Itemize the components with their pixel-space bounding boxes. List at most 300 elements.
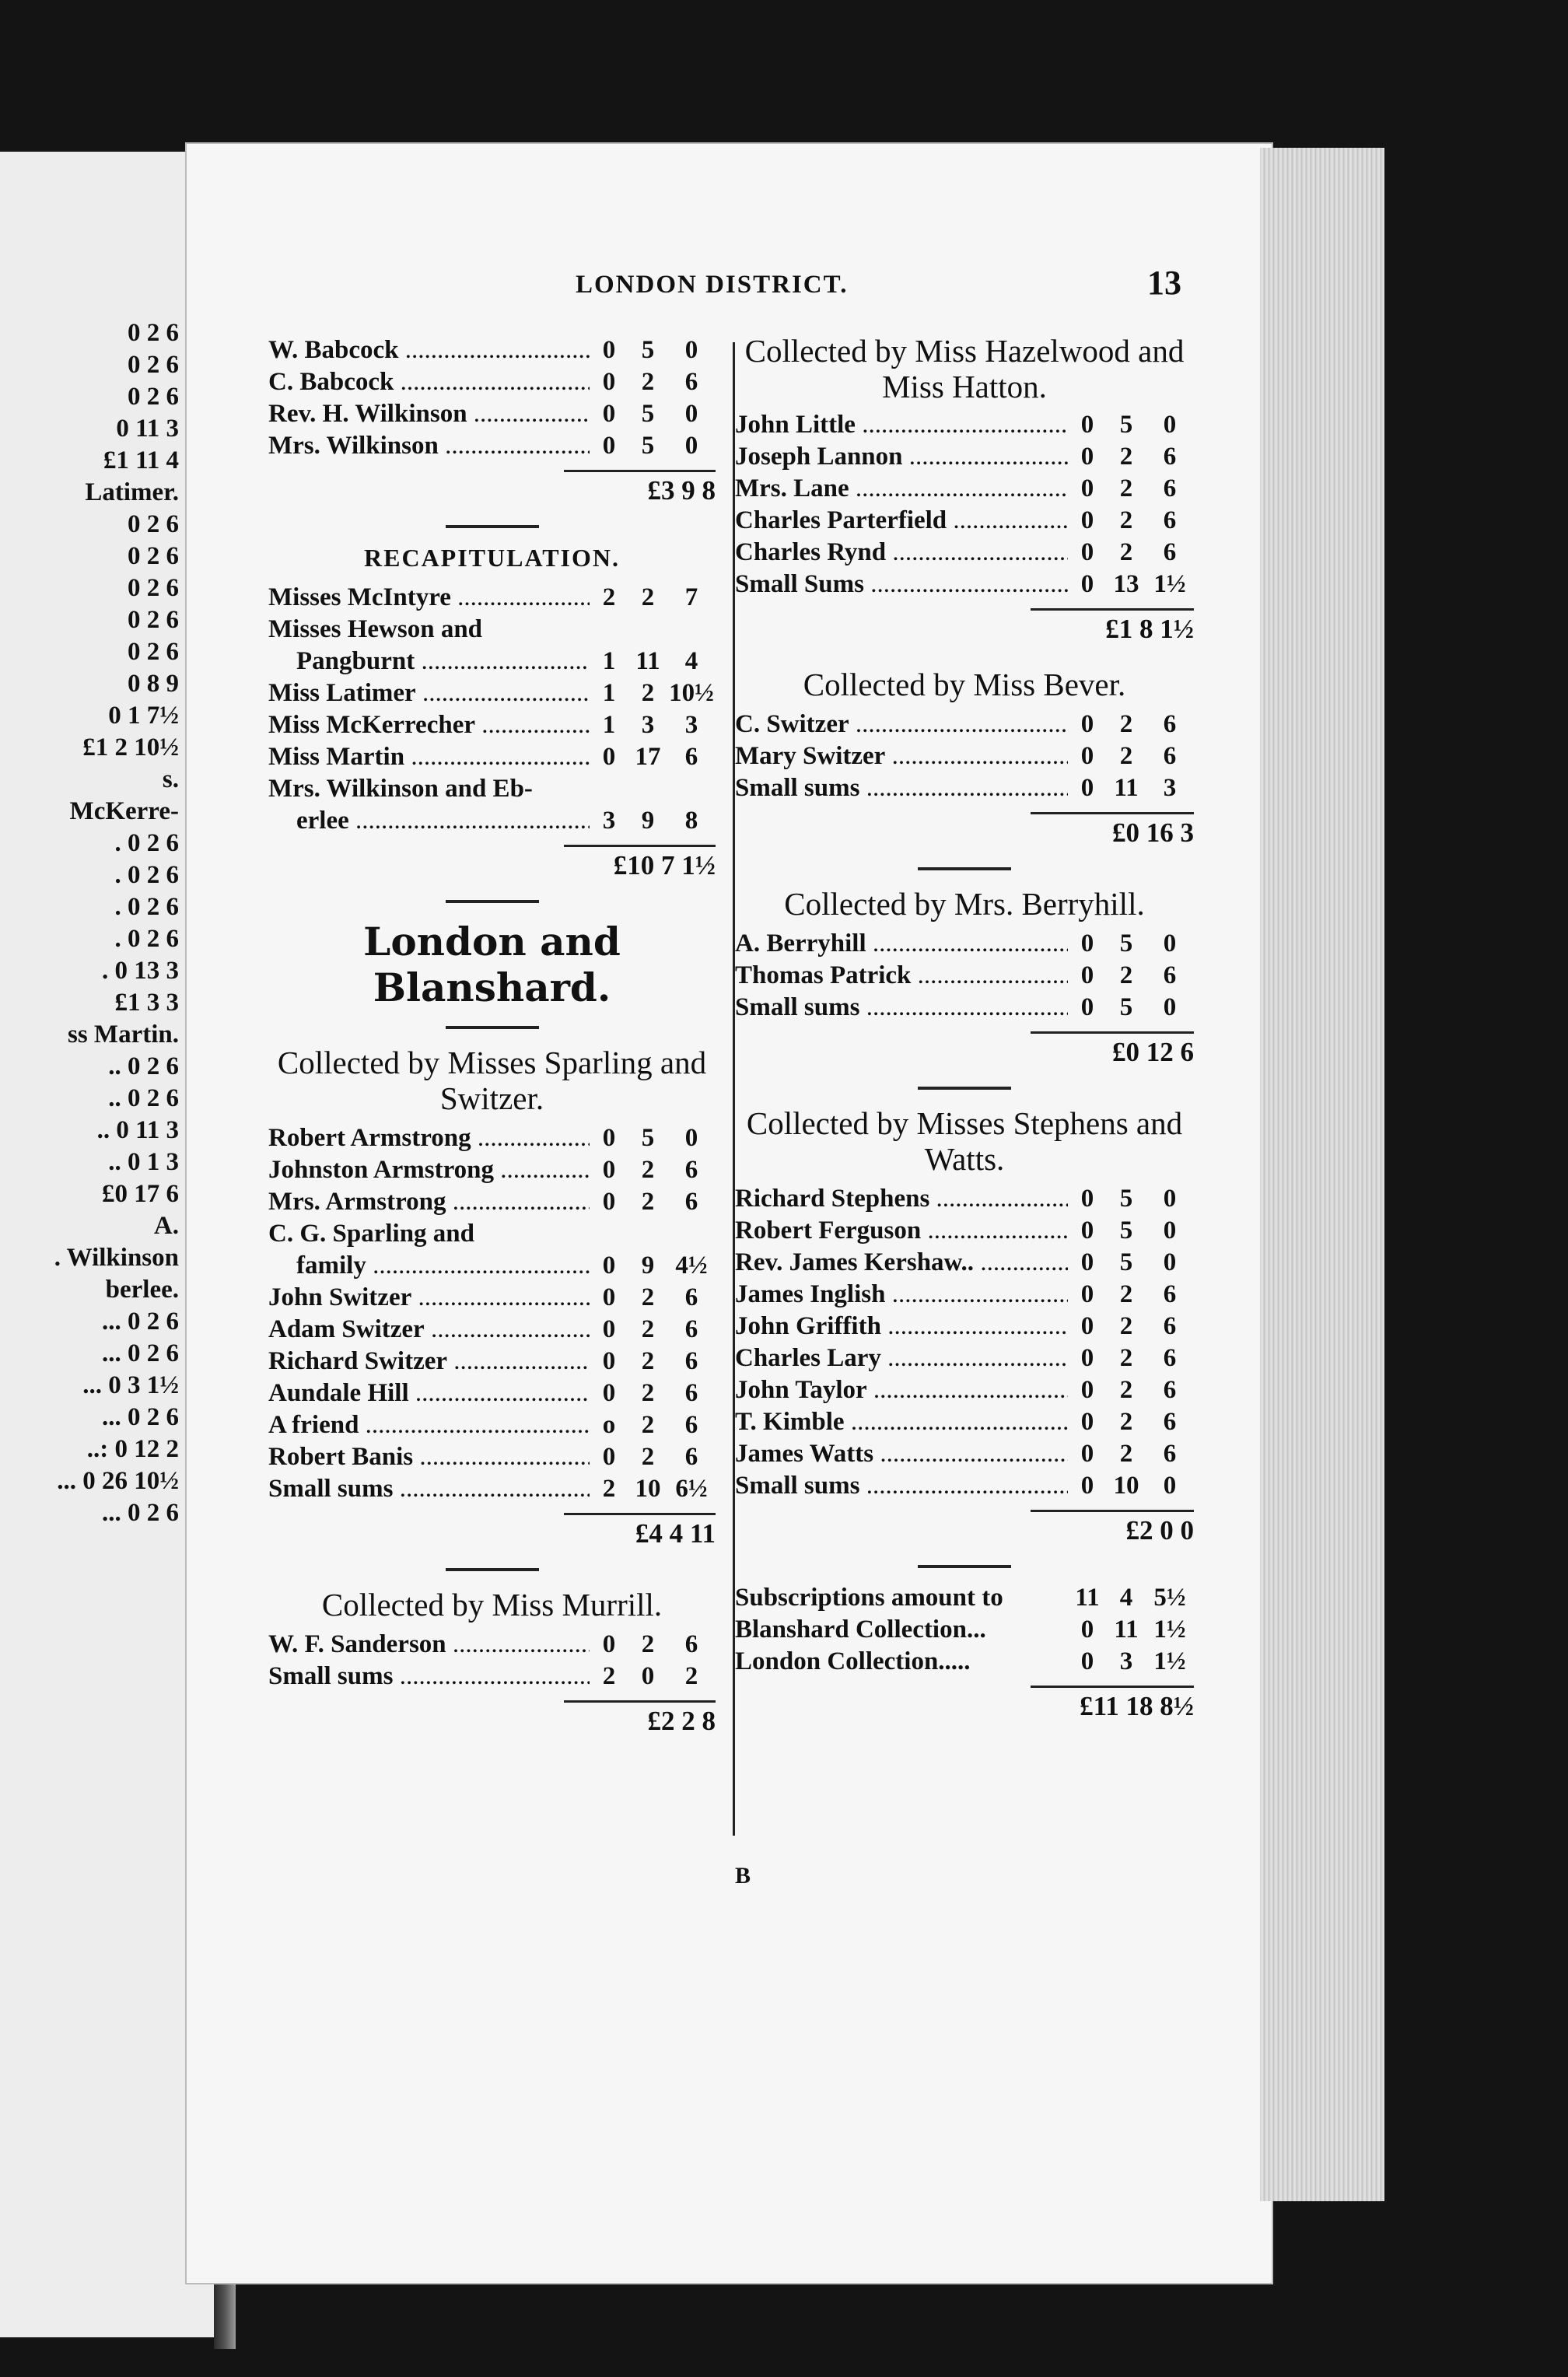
entry-name: Charles Parterfield .....	[735, 506, 1068, 535]
pence-value: 5½	[1153, 1584, 1186, 1612]
facing-page-line: 0 2 6	[128, 638, 179, 666]
facing-page-line: . 0 2 6	[114, 829, 179, 857]
shillings-value: 2	[1119, 1408, 1133, 1436]
entry-name: Mrs. Lane .....	[735, 474, 1068, 503]
pounds-value: 0	[1080, 1616, 1094, 1644]
pounds-value: 0	[1080, 506, 1094, 534]
list-item	[268, 679, 716, 711]
hazelwood-title: Collected by Miss Hazelwood and Miss Hatton.	[744, 333, 1185, 404]
list-item	[268, 775, 716, 807]
shillings-value: 2	[641, 1443, 655, 1471]
list-item	[735, 1616, 1194, 1647]
facing-page-line: £1 2 10½	[82, 733, 179, 761]
murrill-list	[268, 1630, 716, 1694]
shillings-value: 5	[1119, 1185, 1133, 1213]
pence-value: 3	[684, 711, 698, 739]
shillings-value: 2	[641, 1347, 655, 1375]
list-item	[735, 710, 1194, 742]
column-right	[735, 333, 1194, 1725]
shillings-value: 5	[1119, 1217, 1133, 1245]
pounds-value: 0	[602, 743, 616, 771]
entry-name: Joseph Lannon .....	[735, 443, 1068, 471]
list-item	[268, 1124, 716, 1156]
pounds-value: 0	[1080, 1472, 1094, 1500]
list-item	[735, 1280, 1194, 1312]
entry-name: Robert Banis .....	[268, 1443, 590, 1472]
pounds-value: 0	[1080, 538, 1094, 566]
shillings-value: 2	[1119, 474, 1133, 502]
pence-value: 6	[1163, 710, 1177, 738]
list-item	[735, 929, 1194, 961]
entry-name: A. Berryhill .....	[735, 929, 1068, 958]
facing-page-line: 0 2 6	[128, 574, 179, 602]
pence-value: 6	[684, 1630, 698, 1658]
pence-value: 6	[1163, 506, 1177, 534]
pounds-value: 0	[1080, 1185, 1094, 1213]
facing-page-line: ... 0 2 6	[102, 1499, 179, 1527]
entry-name: erlee .....	[268, 807, 590, 835]
shillings-value: 2	[641, 679, 655, 707]
list-item	[735, 538, 1194, 570]
list-item	[735, 411, 1194, 443]
shillings-value: 4	[1119, 1584, 1133, 1612]
shillings-value: 2	[641, 368, 655, 396]
page-edges	[1260, 148, 1384, 2201]
pounds-value: 0	[602, 1283, 616, 1311]
facing-page-line: ... 0 26 10½	[57, 1467, 179, 1495]
pence-value: 6	[1163, 1376, 1177, 1404]
pounds-value: 0	[1080, 411, 1094, 439]
pence-value: 10½	[669, 679, 714, 707]
hazelwood-list	[735, 411, 1194, 602]
pence-value: 0	[1163, 411, 1177, 439]
list-item	[268, 1411, 716, 1443]
entry-name: C. G. Sparling and	[268, 1220, 474, 1248]
facing-page-line: s.	[162, 765, 179, 793]
pence-value: 0	[1163, 1185, 1177, 1213]
pounds-value: 0	[602, 1252, 616, 1280]
entry-name: Small sums .....	[268, 1662, 590, 1691]
list-item	[735, 570, 1194, 602]
entry-name: John Little .....	[735, 411, 1068, 439]
pounds-value: 0	[1080, 570, 1094, 598]
entry-name: John Switzer .....	[268, 1283, 590, 1312]
section-rule	[446, 525, 539, 528]
recap-title: RECAPITULATION.	[364, 544, 620, 572]
entry-name: Misses Hewson and	[268, 615, 483, 643]
shillings-value: 2	[1119, 1312, 1133, 1340]
shillings-value: 5	[641, 1124, 655, 1152]
shillings-value: 2	[1119, 1344, 1133, 1372]
list-item	[735, 1248, 1194, 1280]
list-item	[268, 1662, 716, 1694]
list-item	[735, 1376, 1194, 1408]
shillings-value: 2	[1119, 443, 1133, 471]
pounds-value: 0	[1080, 443, 1094, 471]
shillings-value: 2	[1119, 710, 1133, 738]
stephens-total: £2 0 0	[1125, 1515, 1194, 1546]
facing-page-line: ... 0 2 6	[102, 1339, 179, 1367]
pounds-value: 0	[1080, 1217, 1094, 1245]
pence-value: 6	[1163, 1440, 1177, 1468]
pounds-value: 0	[1080, 474, 1094, 502]
facing-page-text	[0, 319, 194, 1531]
pence-value: 6	[684, 743, 698, 771]
pounds-value: 1	[602, 647, 616, 675]
list-item	[268, 1156, 716, 1188]
facing-page-line: A.	[153, 1212, 179, 1240]
sparling-total: £4 4 11	[635, 1518, 716, 1549]
entry-name: Misses McIntyre .....	[268, 583, 590, 612]
pounds-value: 0	[602, 1124, 616, 1152]
shillings-value: 10	[1113, 1472, 1139, 1500]
pounds-value: 0	[602, 336, 616, 364]
entry-name: Blanshard Collection...	[735, 1616, 986, 1644]
list-item	[268, 647, 716, 679]
shillings-value: 5	[641, 432, 655, 460]
list-item	[268, 807, 716, 838]
entry-name: Rev. James Kershaw.. .....	[735, 1248, 1068, 1277]
facing-page-line: £1 3 3	[114, 989, 179, 1017]
facing-page-line: ..: 0 12 2	[86, 1435, 179, 1463]
facing-page-line: £1 11 4	[103, 446, 179, 474]
shillings-value: 2	[641, 1156, 655, 1184]
entry-name: John Griffith .....	[735, 1312, 1068, 1341]
facing-page-line: . 0 13 3	[102, 957, 179, 985]
recap-total: £10 7 1½	[613, 850, 716, 880]
pounds-value: 0	[602, 1379, 616, 1407]
list-item	[268, 1347, 716, 1379]
shillings-value: 2	[1119, 961, 1133, 989]
shillings-value: 5	[1119, 929, 1133, 957]
babcock-list	[268, 336, 716, 464]
list-item	[268, 711, 716, 743]
shillings-value: 2	[641, 583, 655, 611]
facing-page-line: 0 1 7½	[108, 702, 179, 730]
list-item	[268, 1630, 716, 1662]
facing-page-line: 0 2 6	[128, 510, 179, 538]
entry-name: Richard Stephens .....	[735, 1185, 1068, 1213]
entry-name: James Watts .....	[735, 1440, 1068, 1469]
entry-name: Johnston Armstrong .....	[268, 1156, 590, 1185]
pence-value: 6	[684, 1411, 698, 1439]
pounds-value: 3	[602, 807, 616, 835]
pounds-value: 0	[1080, 710, 1094, 738]
list-item	[735, 1584, 1194, 1616]
facing-page-line: . Wilkinson	[54, 1244, 179, 1272]
pence-value: 0	[1163, 993, 1177, 1021]
shillings-value: 2	[641, 1630, 655, 1658]
berryhill-total: £0 12 6	[1112, 1037, 1194, 1067]
section-rule	[918, 867, 1011, 870]
entry-name: Robert Armstrong .....	[268, 1124, 590, 1153]
list-item	[735, 1647, 1194, 1679]
pence-value: 6½	[675, 1475, 708, 1503]
berryhill-list	[735, 929, 1194, 1025]
pence-value: 4½	[675, 1252, 708, 1280]
facing-page-line: 0 11 3	[116, 415, 179, 443]
entry-name: Robert Ferguson .....	[735, 1217, 1068, 1245]
list-item	[735, 1408, 1194, 1440]
shillings-value: 2	[1119, 1280, 1133, 1308]
pounds-value: 1	[602, 679, 616, 707]
shillings-value: 2	[641, 1315, 655, 1343]
pence-value: 2	[684, 1662, 698, 1690]
list-item	[268, 1475, 716, 1507]
list-item	[268, 336, 716, 368]
list-item	[735, 1312, 1194, 1344]
entry-name: Small Sums .....	[735, 570, 1068, 599]
sparling-list	[268, 1124, 716, 1507]
facing-page-line: McKerre-	[69, 797, 179, 825]
sparling-title: Collected by Misses Sparling and Switzer.	[277, 1045, 707, 1116]
pence-value: 6	[684, 1443, 698, 1471]
entry-name: John Taylor .....	[735, 1376, 1068, 1405]
facing-page-line: ... 0 2 6	[102, 1403, 179, 1431]
pounds-value: 0	[1080, 1248, 1094, 1276]
pounds-value: 0	[602, 1347, 616, 1375]
recap-list	[268, 583, 716, 838]
section-rule	[918, 1565, 1011, 1568]
entry-name: Pangburnt .....	[268, 647, 590, 676]
list-item	[735, 742, 1194, 774]
facing-page-line: . 0 2 6	[114, 861, 179, 889]
stephens-title: Collected by Misses Stephens and Watts.	[746, 1105, 1183, 1177]
entry-name: Small sums .....	[735, 1472, 1068, 1500]
pence-value: 0	[684, 432, 698, 460]
entry-name: Mrs. Armstrong .....	[268, 1188, 590, 1217]
shillings-value: 3	[641, 711, 655, 739]
page-number: 13	[1147, 264, 1181, 302]
pence-value: 8	[684, 807, 698, 835]
list-item	[268, 1252, 716, 1283]
entry-name: Charles Lary .....	[735, 1344, 1068, 1373]
list-item	[268, 1188, 716, 1220]
pence-value: 6	[1163, 742, 1177, 770]
pounds-value: 2	[602, 583, 616, 611]
pence-value: 6	[684, 1347, 698, 1375]
shillings-value: 5	[1119, 411, 1133, 439]
entry-name: W. F. Sanderson .....	[268, 1630, 590, 1659]
facing-page-line: 0 2 6	[128, 319, 179, 347]
pence-value: 6	[684, 1283, 698, 1311]
bever-title: Collected by Miss Bever.	[803, 667, 1126, 702]
list-item	[268, 1220, 716, 1252]
entry-name: Mrs. Wilkinson and Eb-	[268, 775, 533, 803]
entry-name: A friend .....	[268, 1411, 590, 1440]
entry-name: family .....	[268, 1252, 590, 1280]
list-item	[268, 432, 716, 464]
list-item	[735, 1217, 1194, 1248]
list-item	[735, 993, 1194, 1025]
pence-value: 0	[1163, 1472, 1177, 1500]
facing-page-line: berlee.	[105, 1276, 179, 1304]
list-item	[268, 583, 716, 615]
pounds-value: 0	[1080, 742, 1094, 770]
pounds-value: 0	[1080, 929, 1094, 957]
pence-value: 3	[1163, 774, 1177, 802]
entry-name: T. Kimble .....	[735, 1408, 1068, 1437]
entry-name: C. Babcock .....	[268, 368, 590, 397]
pounds-value: 0	[602, 1188, 616, 1216]
entry-name: Aundale Hill .....	[268, 1379, 590, 1408]
facing-page-line: .. 0 11 3	[96, 1116, 179, 1144]
entry-name: C. Switzer .....	[735, 710, 1068, 739]
list-item	[735, 443, 1194, 474]
pounds-value: 0	[1080, 993, 1094, 1021]
shillings-value: 5	[1119, 1248, 1133, 1276]
pounds-value: 0	[602, 1630, 616, 1658]
list-item	[268, 1315, 716, 1347]
pence-value: 0	[1163, 1217, 1177, 1245]
facing-page-line: ss Martin.	[68, 1020, 179, 1048]
pence-value: 6	[684, 368, 698, 396]
list-item	[735, 506, 1194, 538]
section-rule	[446, 1568, 539, 1571]
pence-value: 6	[1163, 961, 1177, 989]
section-title: London and Blanshard.	[363, 919, 621, 1010]
shillings-value: 11	[1114, 774, 1139, 802]
pence-value: 0	[1163, 929, 1177, 957]
entry-name: James Inglish .....	[735, 1280, 1068, 1309]
running-header: LONDON DISTRICT.	[576, 271, 849, 299]
facing-page-line: .. 0 2 6	[108, 1084, 179, 1112]
list-item	[735, 1185, 1194, 1217]
pounds-value: 2	[602, 1475, 616, 1503]
pence-value: 6	[684, 1188, 698, 1216]
pounds-value: 0	[602, 1315, 616, 1343]
pence-value: 6	[684, 1156, 698, 1184]
pounds-value: 0	[602, 1443, 616, 1471]
pence-value: 0	[684, 336, 698, 364]
pence-value: 0	[684, 1124, 698, 1152]
pounds-value: 1	[602, 711, 616, 739]
pence-value: 6	[1163, 1312, 1177, 1340]
pounds-value: o	[602, 1411, 616, 1439]
pence-value: 6	[1163, 538, 1177, 566]
entry-name: Adam Switzer .....	[268, 1315, 590, 1344]
facing-page-line: Latimer.	[85, 478, 179, 506]
facing-page	[0, 152, 219, 2337]
pounds-value: 0	[1080, 774, 1094, 802]
list-item	[735, 474, 1194, 506]
facing-page-line: . 0 2 6	[114, 893, 179, 921]
pounds-value: 0	[602, 1156, 616, 1184]
shillings-value: 11	[1114, 1616, 1139, 1644]
shillings-value: 0	[641, 1662, 655, 1690]
top-total: £3 9 8	[647, 475, 716, 506]
pounds-value: 0	[602, 400, 616, 428]
shillings-value: 2	[1119, 538, 1133, 566]
shillings-value: 2	[641, 1379, 655, 1407]
entry-name: Miss Latimer .....	[268, 679, 590, 708]
pence-value: 1½	[1153, 1616, 1186, 1644]
entry-name: Rev. H. Wilkinson .....	[268, 400, 590, 429]
signature-mark: B	[735, 1863, 751, 1889]
pence-value: 0	[1163, 1248, 1177, 1276]
list-item	[735, 1472, 1194, 1504]
list-item	[735, 1344, 1194, 1376]
entry-name: Small sums .....	[735, 774, 1068, 803]
shillings-value: 2	[1119, 1376, 1133, 1404]
murrill-title: Collected by Miss Murrill.	[321, 1587, 663, 1623]
facing-page-line: .. 0 1 3	[108, 1148, 179, 1176]
grand-total: £11 18 8½	[1080, 1691, 1194, 1721]
entry-name: Subscriptions amount to	[735, 1584, 1003, 1612]
berryhill-title: Collected by Mrs. Berryhill.	[784, 886, 1145, 922]
pounds-value: 0	[1080, 1440, 1094, 1468]
shillings-value: 2	[1119, 506, 1133, 534]
list-item	[268, 743, 716, 775]
list-item	[735, 961, 1194, 993]
pence-value: 4	[684, 647, 698, 675]
entry-name: London Collection.....	[735, 1647, 971, 1675]
list-item	[735, 1440, 1194, 1472]
facing-page-line: 0 8 9	[128, 670, 179, 698]
pounds-value: 0	[1080, 1376, 1094, 1404]
pence-value: 6	[1163, 1344, 1177, 1372]
entry-name: Richard Switzer .....	[268, 1347, 590, 1376]
facing-page-line: 0 2 6	[128, 542, 179, 570]
entry-name: Miss Martin .....	[268, 743, 590, 772]
shillings-value: 5	[641, 400, 655, 428]
pounds-value: 0	[602, 368, 616, 396]
entry-name: Charles Rynd .....	[735, 538, 1068, 567]
pounds-value: 0	[1080, 1312, 1094, 1340]
list-item	[268, 615, 716, 647]
section-rule	[918, 1087, 1011, 1090]
list-item	[268, 400, 716, 432]
facing-page-line: 0 2 6	[128, 351, 179, 379]
entry-name: Small sums .....	[268, 1475, 590, 1504]
facing-page-line: . 0 2 6	[114, 925, 179, 953]
entry-name: Miss McKerrecher .....	[268, 711, 590, 740]
stephens-list	[735, 1185, 1194, 1504]
bever-list	[735, 710, 1194, 806]
pence-value: 1½	[1153, 570, 1186, 598]
hazelwood-total: £1 8 1½	[1105, 614, 1194, 644]
pounds-value: 0	[1080, 1647, 1094, 1675]
facing-page-line: .. 0 2 6	[108, 1052, 179, 1080]
entry-name: W. Babcock .....	[268, 336, 590, 365]
pounds-value: 0	[1080, 1344, 1094, 1372]
pence-value: 6	[684, 1315, 698, 1343]
shillings-value: 9	[641, 1252, 655, 1280]
facing-page-line: 0 2 6	[128, 606, 179, 634]
pence-value: 7	[684, 583, 698, 611]
murrill-total: £2 2 8	[647, 1706, 716, 1736]
pence-value: 6	[1163, 1408, 1177, 1436]
shillings-value: 3	[1119, 1647, 1133, 1675]
pence-value: 1½	[1153, 1647, 1186, 1675]
shillings-value: 13	[1113, 570, 1139, 598]
entry-name: Mary Switzer .....	[735, 742, 1068, 771]
pence-value: 0	[684, 400, 698, 428]
pounds-value: 0	[1080, 1280, 1094, 1308]
pence-value: 6	[1163, 1280, 1177, 1308]
list-item	[268, 1283, 716, 1315]
entry-name: Small sums .....	[735, 993, 1068, 1022]
list-item	[268, 1443, 716, 1475]
pounds-value: 2	[602, 1662, 616, 1690]
entry-name: Thomas Patrick .....	[735, 961, 1068, 990]
shillings-value: 2	[641, 1411, 655, 1439]
shillings-value: 5	[1119, 993, 1133, 1021]
column-left	[268, 336, 716, 1740]
list-item	[268, 1379, 716, 1411]
shillings-value: 2	[641, 1283, 655, 1311]
pounds-value: 0	[602, 432, 616, 460]
